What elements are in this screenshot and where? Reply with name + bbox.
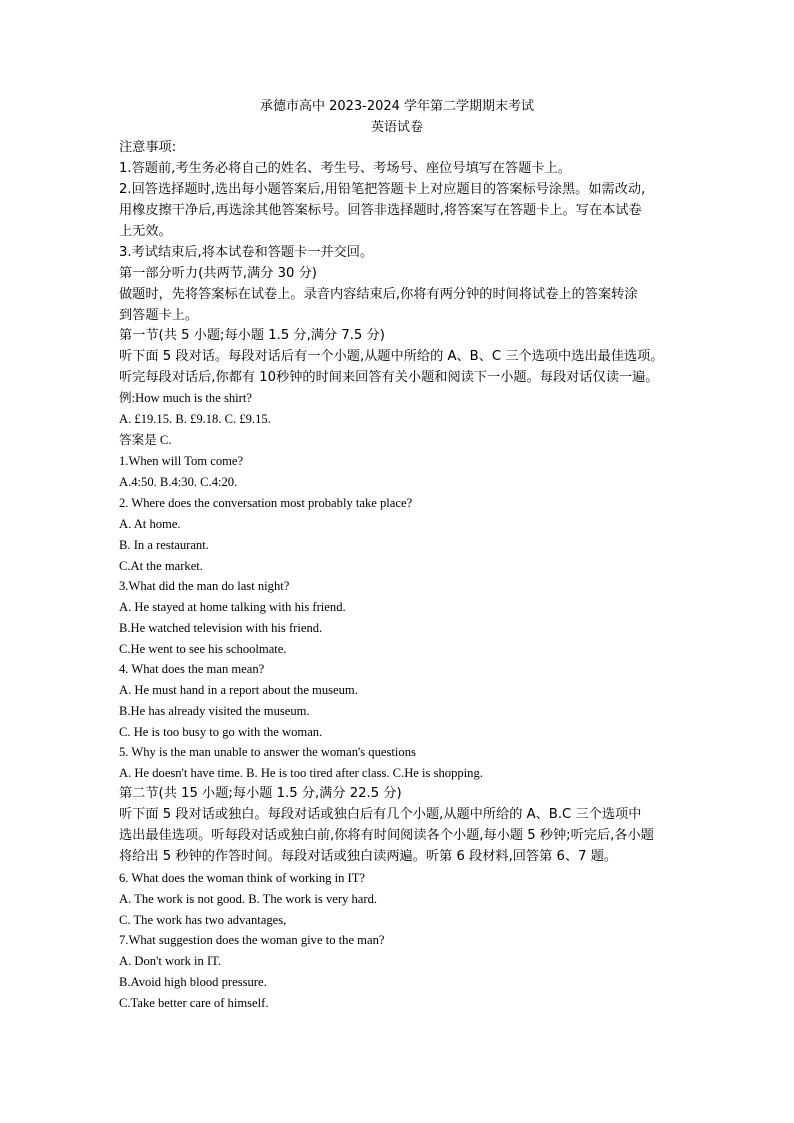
question-7: 7.What suggestion does the woman give to the man?: [119, 933, 385, 947]
question-4-option-c: C. He is too busy to go with the woman.: [119, 725, 323, 739]
question-7-option-c: C.Take better care of himself.: [119, 996, 269, 1010]
question-3-option-b: B.He watched television with his friend.: [119, 621, 323, 635]
example-question: 例:How much is the shirt?: [119, 391, 252, 405]
question-6: 6. What does the woman think of working in IT?: [119, 871, 365, 885]
question-1-options: A.4:50. B.4:30. C.4:20.: [119, 475, 238, 489]
question-6-option-c: C. The work has two advantages,: [119, 913, 287, 927]
question-5-options: A. He doesn't have time. B. He is too tired after class. C.He is shopping.: [119, 766, 483, 780]
notice-heading: 注意事项:: [119, 140, 177, 155]
question-4-option-a: A. He must hand in a report about the museum.: [119, 683, 358, 697]
section1-intro-line-2: 听完每段对话后,你都有 10秒钟的时间来回答有关小题和阅读下一小题。每段对话仅读一遍。: [119, 370, 659, 385]
question-7-option-b: B.Avoid high blood pressure.: [119, 975, 267, 989]
part1-heading: 第一部分听力(共两节,满分 30 分): [119, 266, 317, 281]
notice-item-2-line-1: 2.回答选择题时,选出每小题答案后,用铅笔把答题卡上对应题目的答案标号涂黑。如需改动,: [119, 182, 646, 197]
example-options: A. £19.15. B. £9.18. C. £9.15.: [119, 412, 271, 426]
section2-heading: 第二节(共 15 小题;每小题 1.5 分,满分 22.5 分): [119, 786, 402, 801]
section2-intro-line-3: 将给出 5 秒钟的作答时间。每段对话或独白读两遍。听第 6 段材料,回答第 6、7 题。: [119, 849, 618, 864]
section1-heading: 第一节(共 5 小题;每小题 1.5 分,满分 7.5 分): [119, 328, 385, 343]
exam-subtitle: 英语试卷: [370, 120, 423, 135]
question-4: 4. What does the man mean?: [119, 662, 265, 676]
notice-item-1: 1.答题前,考生务必将自己的姓名、考生号、考场号、座位号填写在答题卡上。: [119, 161, 571, 176]
section1-intro-line-1: 听下面 5 段对话。每段对话后有一个小题,从题中所给的 A、B、C 三个选项中选出最佳选项。: [119, 349, 664, 364]
question-3-option-c: C.He went to see his schoolmate.: [119, 642, 287, 656]
question-2-option-c: C.At the market.: [119, 559, 203, 573]
example-answer: 答案是 C.: [119, 433, 172, 447]
question-1: 1.When will Tom come?: [119, 454, 244, 468]
part1-intro-line-2: 到答题卡上。: [119, 308, 199, 323]
notice-item-2-line-2: 用橡皮擦干净后,再选涂其他答案标号。回答非选择题时,将答案写在答题卡上。写在本试卷: [119, 203, 642, 218]
exam-title: 承德市高中 2023-2024 学年第二学期期末考试: [259, 99, 535, 114]
question-3: 3.What did the man do last night?: [119, 579, 290, 593]
question-5: 5. Why is the man unable to answer the woman's questions: [119, 745, 416, 759]
notice-item-3: 3.考试结束后,将本试卷和答题卡一并交回。: [119, 245, 374, 260]
notice-item-2-line-3: 上无效。: [119, 224, 172, 239]
part1-intro-line-1: 做题时，先将答案标在试卷上。录音内容结束后,你将有两分钟的时间将试卷上的答案转涂: [119, 287, 638, 302]
question-4-option-b: B.He has already visited the museum.: [119, 704, 310, 718]
question-2-option-b: B. In a restaurant.: [119, 538, 209, 552]
question-6-options-ab: A. The work is not good. B. The work is very hard.: [119, 892, 378, 906]
question-2-option-a: A. At home.: [119, 517, 181, 531]
question-2: 2. Where does the conversation most probably take place?: [119, 496, 413, 510]
section2-intro-line-2: 选出最佳选项。听每段对话或独白前,你将有时间阅读各个小题,每小题 5 秒钟;听完后,各小题: [119, 828, 654, 843]
question-7-option-a: A. Don't work in IT.: [119, 954, 222, 968]
question-3-option-a: A. He stayed at home talking with his friend.: [119, 600, 346, 614]
section2-intro-line-1: 听下面 5 段对话或独白。每段对话或独白后有几个小题,从题中所给的 A、B.C 三个选项中: [119, 807, 642, 822]
